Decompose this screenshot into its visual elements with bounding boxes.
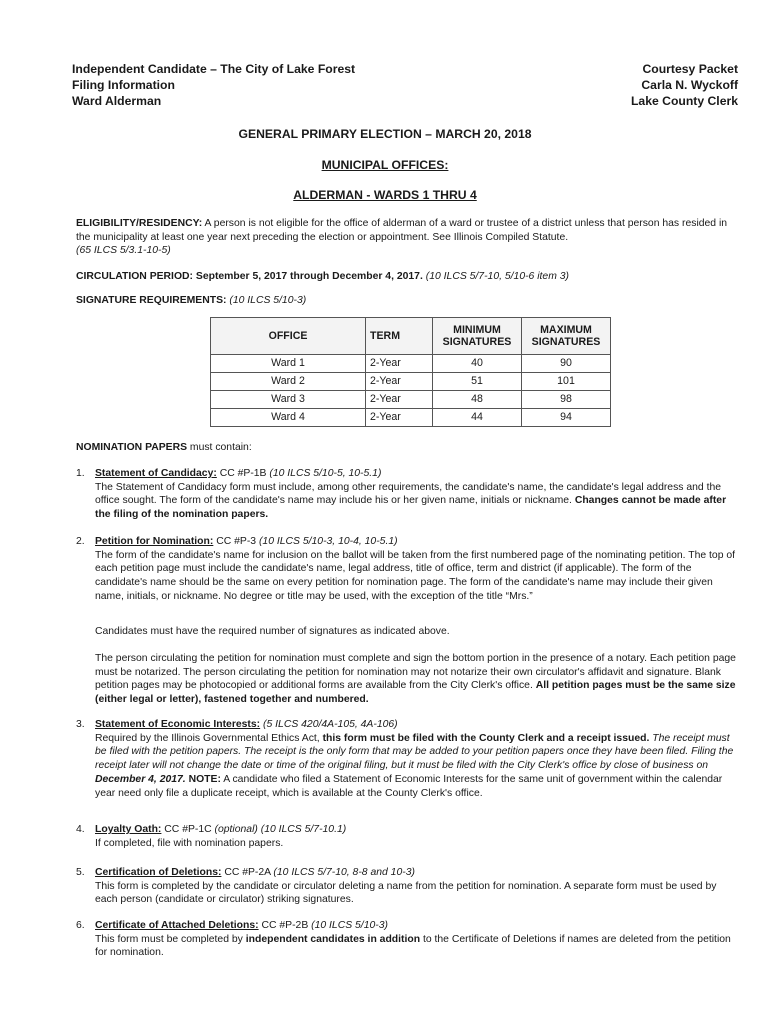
maximum-cell: 90 [522, 355, 611, 373]
item-number: 5. [76, 867, 85, 878]
note-label: NOTE: [185, 773, 221, 785]
header-left [72, 62, 355, 110]
term-column-header: TERM [366, 318, 433, 355]
minimum-cell: 44 [433, 409, 522, 427]
header-left-line-1: Independent Candidate – The City of Lake Forest [72, 62, 356, 76]
maximum-cell: 98 [522, 391, 611, 409]
item-bold-note: Changes cannot be made after the filing of the nomination papers. [95, 495, 727, 521]
item-cite: (10 ILCS 5/10-3, 10-4, 10-5.1) [258, 536, 398, 547]
list-item-statement-of-economic-interests [76, 718, 740, 800]
maximum-cell: 101 [522, 373, 611, 391]
item-body-post: to the Certificate of Deletions if names are deleted from the petition for nomination. [95, 933, 731, 959]
item-code: CC #P-1C [161, 824, 215, 835]
circulation-label: CIRCULATION PERIOD: [76, 271, 193, 282]
maximum-cell: 94 [522, 409, 611, 427]
circulation-cite: (10 ILCS 5/7-10, 5/10-6 item 3) [422, 271, 569, 282]
item-cite: (10 ILCS 5/10-3) [311, 920, 388, 931]
circulator-text: The person circulating the petition for nomination must complete and sign the bottom portion in the presence of a notary. Each petition page must be notarized. The person circulating the petition for nomination may not notarize their own circulator's affidavit and signature. Blank petition pages may be photocopied or additional forms are available from the City Clerk's office. [95, 653, 736, 692]
minimum-cell: 48 [433, 391, 522, 409]
item-cite: (10 ILCS 5/10-5, 10-5.1) [269, 468, 382, 479]
item-cite: (10 ILCS 5/7-10, 8-8 and 10-3) [273, 867, 415, 878]
nomination-label: NOMINATION PAPERS [76, 442, 188, 453]
item-body: This form is completed by the candidate or circulator deleting a name from the petition for nomination. A separate form must be used by each person (candidate or circulator) striking signatures. [95, 880, 717, 906]
maximum-signatures-column-header: MAXIMUM SIGNATURES [522, 318, 611, 355]
item-title: Loyalty Oath: [95, 824, 162, 835]
office-column-header: OFFICE [211, 318, 366, 355]
eligibility-text: A person is not eligible for the office of alderman of a ward or trustee of a district unless that person has resided in the municipality at least one year next preceding the election or appointment. See Illinois Compiled Statute. [76, 218, 728, 243]
item-code: CC #P-1B [216, 468, 270, 479]
header-right-line-1: Courtesy Packet [642, 62, 738, 76]
item-title: Petition for Nomination: [95, 536, 214, 547]
office-cell: Ward 2 [211, 373, 366, 391]
eligibility-label: ELIGIBILITY/RESIDENCY: [76, 218, 203, 229]
item-number: 1. [76, 468, 85, 479]
circulation-text: September 5, 2017 through December 4, 2017. [193, 271, 423, 282]
table-header-row [211, 318, 611, 355]
term-cell: 2-Year [366, 391, 433, 409]
table-row [211, 373, 611, 391]
header-right [631, 62, 738, 110]
signature-cite: (10 ILCS 5/10-3) [226, 295, 307, 306]
header-left-line-3: Ward Alderman [72, 93, 162, 108]
office-cell: Ward 4 [211, 409, 366, 427]
term-cell: 2-Year [366, 355, 433, 373]
note-text: A candidate who filed a Statement of Economic Interests for the same unit of government within the calendar year need only file a duplicate receipt, which is available at the County Clerk's office. [95, 773, 723, 799]
nomination-text: must contain: [187, 442, 252, 453]
header-right-line-2: Carla N. Wyckoff [641, 77, 738, 92]
required-signatures-note: Candidates must have the required number of signatures as indicated above. [95, 626, 450, 637]
alderman-wards-title: ALDERMAN - WARDS 1 THRU 4 [293, 188, 477, 202]
item-code: CC #P-2B [258, 920, 312, 931]
minimum-signatures-column-header: MINIMUM SIGNATURES [433, 318, 522, 355]
item-title: Statement of Candidacy: [95, 468, 217, 479]
item-body: The Statement of Candidacy form must include, among other requirements, the candidate's name, the candidate's legal address and the office sought. The form of the candidate's name may include his or her given name, initials or nickname. [95, 481, 722, 507]
item-body: The form of the candidate's name for inclusion on the ballot will be taken from the first numbered page of the nominating petition. The top of each petition page must include the candidate's name, legal address, title of office, term and district (if applicable). The form of the candidate's name should be the same on every petition for nomination page. The form of the candidate's name may include their given name, initials, or nickname. No degree or title may be used, with the exception of the title “Mrs.” [95, 549, 736, 602]
signature-label: SIGNATURE REQUIREMENTS: [76, 295, 227, 306]
header-left-line-2: Filing Information [72, 77, 175, 92]
minimum-cell: 40 [433, 355, 522, 373]
term-cell: 2-Year [366, 409, 433, 427]
item-body-bold: independent candidates in addition [245, 933, 421, 945]
signature-section [76, 294, 736, 308]
item-title: Certification of Deletions: [95, 867, 222, 878]
municipal-offices-title: MUNICIPAL OFFICES: [321, 158, 449, 172]
item-number: 3. [76, 719, 85, 730]
list-item-loyalty-oath [76, 823, 740, 850]
circulation-section [76, 270, 736, 284]
election-title: GENERAL PRIMARY ELECTION – MARCH 20, 2018 [238, 127, 532, 141]
nomination-papers-intro [76, 441, 736, 455]
list-item-certificate-of-attached-deletions [76, 919, 740, 960]
term-cell: 2-Year [366, 373, 433, 391]
item-title: Statement of Economic Interests: [95, 719, 261, 730]
list-item-certification-of-deletions [76, 866, 740, 907]
item-code: CC #P-3 [213, 536, 259, 547]
item-number: 6. [76, 920, 85, 931]
petition-pages-note: All petition pages must be the same size (either legal or letter), fastened together and numbered. [95, 680, 736, 706]
header-right-line-3: Lake County Clerk [630, 93, 738, 108]
item-cite: (optional) (10 ILCS 5/7-10.1) [214, 824, 347, 835]
office-cell: Ward 3 [211, 391, 366, 409]
list-item-petition-for-nomination [76, 535, 740, 604]
item-title: Certificate of Attached Deletions: [95, 920, 259, 931]
item-body-bold: this form must be filed with the County Clerk and a receipt issued. [322, 732, 650, 744]
item-cite: (5 ILCS 420/4A-105, 4A-106) [263, 719, 398, 730]
eligibility-section [76, 217, 736, 258]
item-number: 2. [76, 536, 85, 547]
circulator-paragraph [95, 652, 740, 707]
item-code: CC #P-2A [221, 867, 274, 878]
item-number: 4. [76, 824, 85, 835]
office-cell: Ward 1 [211, 355, 366, 373]
table-row [211, 355, 611, 373]
table-row [211, 409, 611, 427]
signature-requirements-table [210, 317, 611, 427]
list-item-statement-of-candidacy [76, 467, 740, 522]
item-deadline: December 4, 2017. [95, 773, 186, 785]
item-body: If completed, file with nomination papers. [95, 837, 284, 849]
item-body-italic: The receipt must be filed with the petition papers. The receipt is the only form that may be added to your petition papers once they have been filed. Filing the receipt later will not change the date or time of the original filing, but it must be filed with the City Clerk's office by close of business on [95, 732, 734, 772]
eligibility-cite: (65 ILCS 5/3.1-10-5) [76, 245, 171, 257]
minimum-cell: 51 [433, 373, 522, 391]
item-body-pre: This form must be completed by [95, 933, 246, 945]
item-body-pre: Required by the Illinois Governmental Ethics Act, [95, 732, 323, 744]
table-row [211, 391, 611, 409]
